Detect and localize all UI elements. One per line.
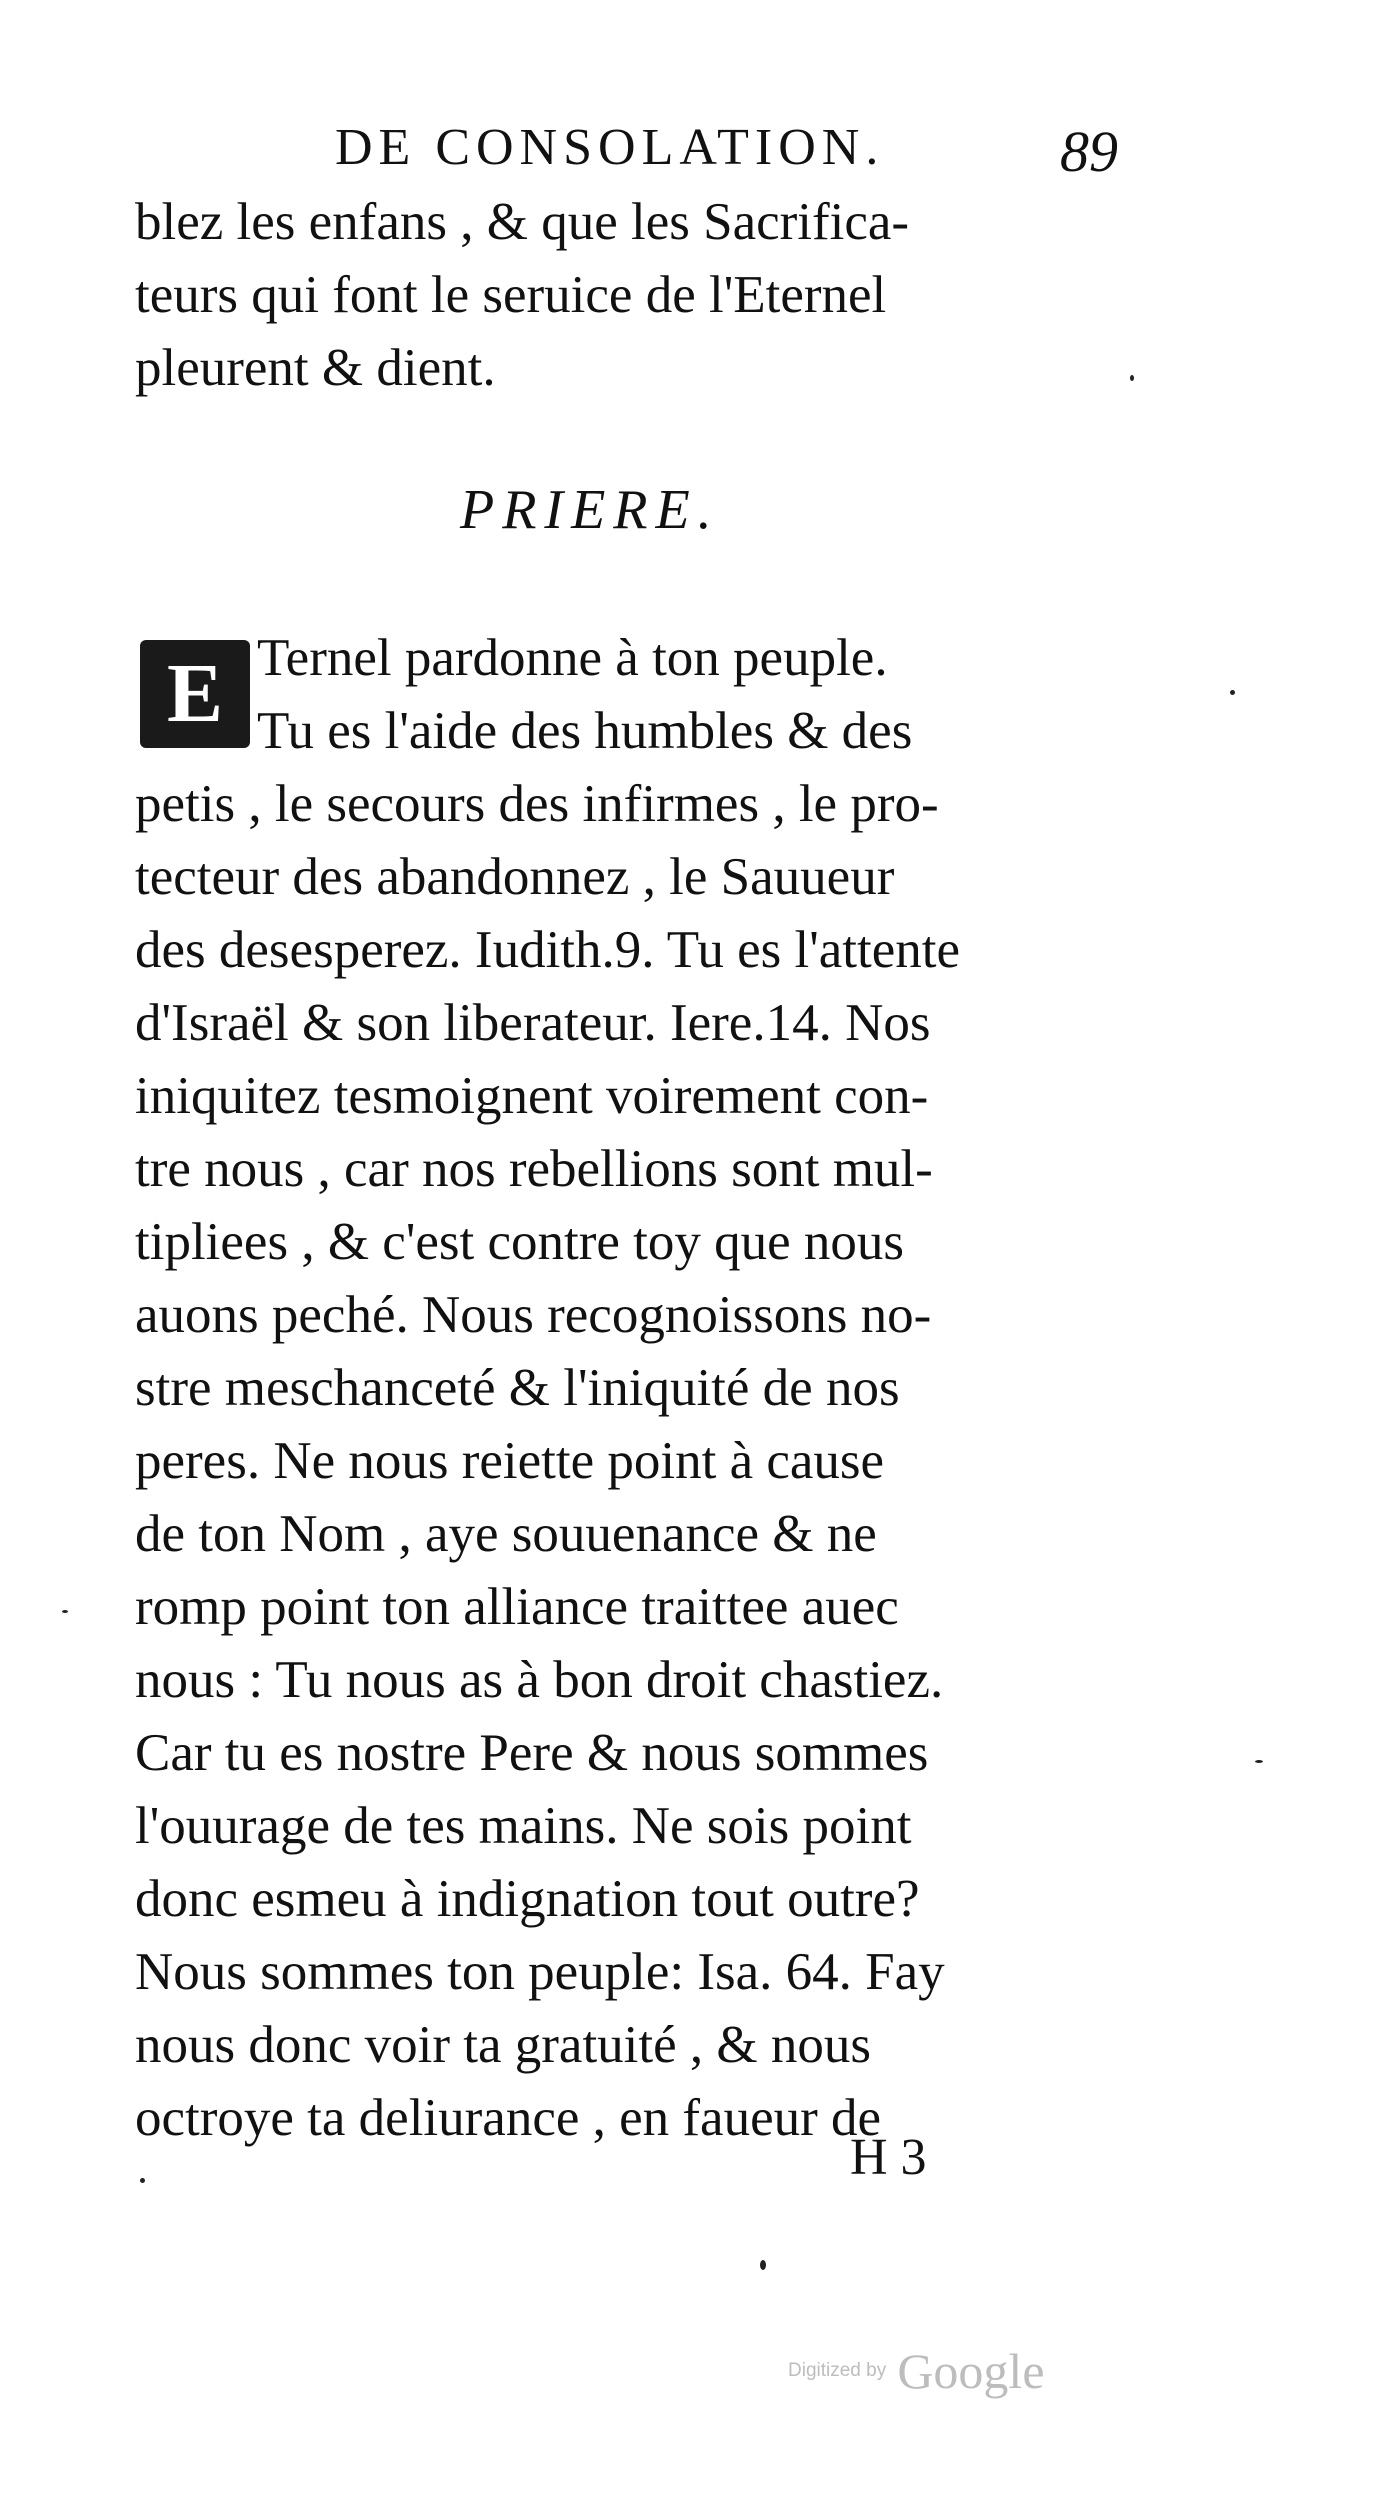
text-line: nous donc voir ta gratuité , & nous (135, 2016, 871, 2074)
text-line: tecteur des abandonnez , le Sauueur (135, 848, 895, 906)
ink-speck (1130, 375, 1134, 381)
text-line: donc esmeu à indignation tout outre? (135, 1870, 920, 1928)
text-line: teurs qui font le seruice de l'Eternel (135, 266, 887, 324)
ink-speck (1230, 690, 1235, 695)
text-line: romp point ton alliance traittee auec (135, 1578, 899, 1636)
text-line: Nous sommes ton peuple: Isa. 64. Fay (135, 1943, 945, 2001)
continuation-text (135, 186, 1175, 405)
text-line: pleurent & dient. (135, 339, 496, 397)
ink-speck (140, 2178, 145, 2183)
text-line: d'Israël & son liberateur. Iere.14. Nos (135, 994, 931, 1052)
ink-speck (760, 2260, 766, 2270)
text-line: iniquitez tesmoignent voirement con- (135, 1067, 929, 1125)
text-line: des desesperez. Iudith.9. Tu es l'attente (135, 921, 960, 979)
text-line: de ton Nom , aye souuenance & ne (135, 1505, 877, 1563)
watermark-brand: Google (897, 2343, 1045, 2399)
text-line: Ternel pardonne à ton peuple. (257, 629, 888, 687)
text-line: blez les enfans , & que les Sacrifica- (135, 193, 910, 251)
text-line: Tu es l'aide des humbles & des (257, 702, 913, 760)
text-line: octroye ta deliurance , en faueur de (135, 2089, 882, 2147)
ink-speck (1255, 1760, 1263, 1763)
running-head: DE CONSOLATION. (335, 119, 885, 176)
digitized-watermark (788, 2342, 1045, 2400)
text-line: petis , le secours des infirmes , le pro- (135, 775, 939, 833)
watermark-prefix: Digitized by (788, 2360, 887, 2381)
text-line: l'ouurage de tes mains. Ne sois point (135, 1797, 912, 1855)
text-line: stre meschanceté & l'iniquité de nos (135, 1359, 900, 1417)
ink-speck (62, 1610, 68, 1613)
text-line: tre nous , car nos rebellions sont mul- (135, 1140, 933, 1198)
text-line: peres. Ne nous reiette point à cause (135, 1432, 885, 1490)
text-line: Car tu es nostre Pere & nous sommes (135, 1724, 929, 1782)
text-line: nous : Tu nous as à bon droit chastiez. (135, 1651, 944, 1709)
text-line: auons peché. Nous recognoissons no- (135, 1286, 932, 1344)
section-heading: PRIERE. (460, 479, 720, 541)
page-number: 89 (1060, 119, 1118, 184)
prayer-text (135, 622, 1175, 2155)
signature-mark: H 3 (850, 2129, 927, 2186)
text-line: tipliees , & c'est contre toy que nous (135, 1213, 905, 1271)
ornamental-initial-letter: E (166, 647, 224, 740)
